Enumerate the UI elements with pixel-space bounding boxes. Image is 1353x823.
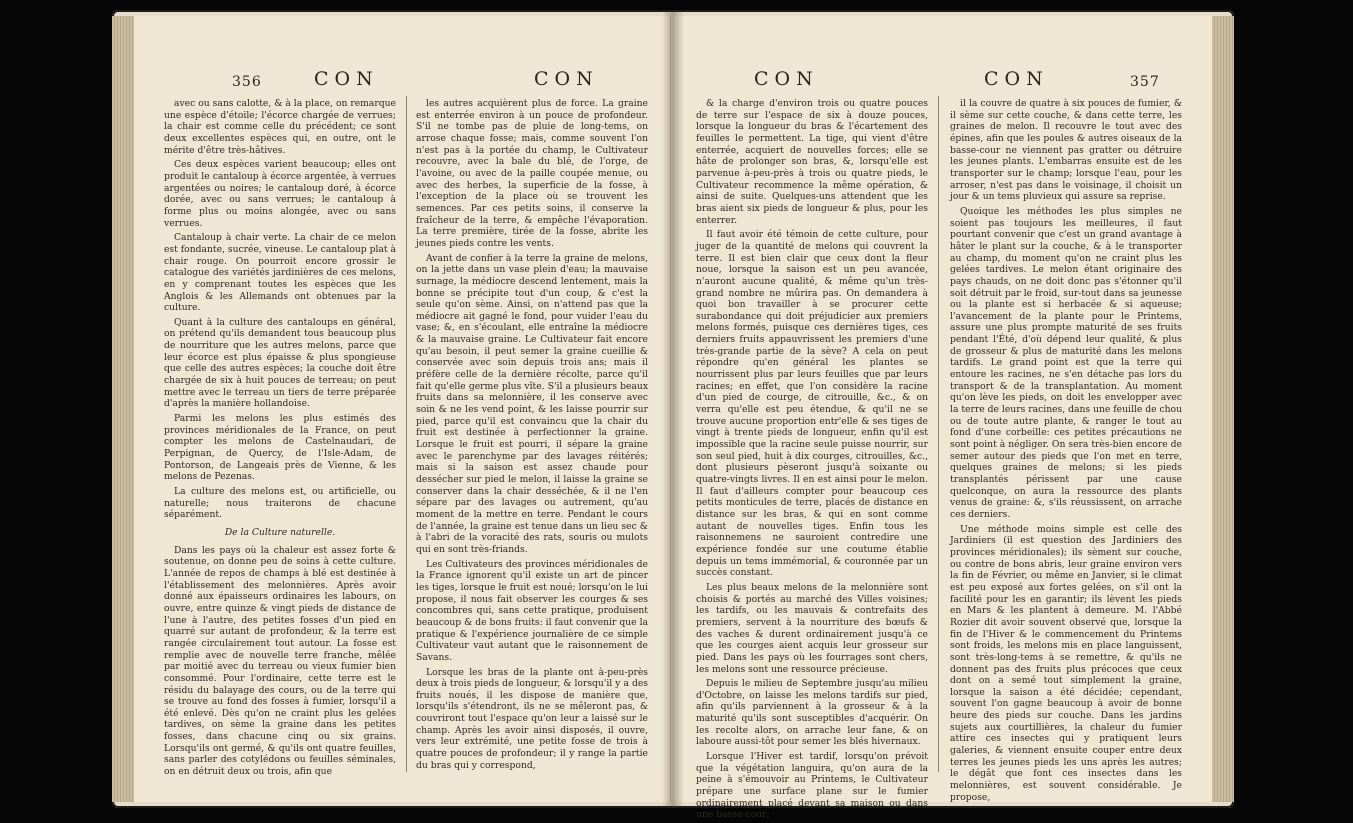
paragraph: Il faut avoir été témoin de cette culture, pour juger de la quantité de melons qui couvrent la terre. Il est bien clair que ceux dont la fleur noue, lorsque la saison est un peu avancée, n'auront aucune qualité, & même qu'un très-grand nombre ne mûrira pas. On demandera à quoi bon travailler à se procurer cette surabondance qui doit préjudicier aux premiers melons formés, puisque ces dernières tiges, ces derniers fruits appauvrissent les premiers d'une très-grande partie de la sève? A cela on peut répondre qu'en général les plantes se nourrissent plus par leurs feuilles que par leurs racines; en effet, que l'on considère la racine d'un pied de courge, de citrouille, &c., & on verra qu'elle est peu étendue, & qu'il ne se trouve aucune proportion entr'elle & ses tiges de vingt à trente pieds de longueur, enfin qu'il est impossible que la racine seule puisse nourrir, sur son seul pied, huit à dix courges, citrouilles, &c., dont plusieurs pèseront jusqu'à soixante ou quatre-vingts livres. Il en est ainsi pour le melon. Il faut d'ailleurs compter pour beaucoup ces petits monticules de terre, placés de distance en distance sur les bras, & qui en sont comme autant de nouvelles tiges. Enfin tous les raisonnemens ne sauroient contredire une expérience fondée sur une coutume établie depuis un tems immémorial, & couronnée par un succès constant. [696, 229, 928, 579]
paragraph: les autres acquièrent plus de force. La graine est enterrée environ à un pouce de profondeur. S'il ne tombe pas de pluie de long-tems, on arrose chaque fosse; mais, comme souvent l'on n'est pas à la portée du champ, le Cultivateur recouvre, avec la bale du blé, de l'orge, de l'avoine, ou avec de la paille coupée menue, ou avec des herbes, la superficie de la fosse, à l'exception de la place où se trouvent les semences. Par ces petits soins, il conserve la fraîcheur de la terre, & empêche l'évaporation. La terre première, tirée de la fosse, abrite les jeunes pieds contre les vents. [416, 98, 648, 249]
paragraph: Une méthode moins simple est celle des Jardiniers (il est question des Jardiniers des provinces méridionales); ils sèment sur couche, ou contre de bons abris, leur graine environ vers la fin de Février, ou même en Janvier, si le climat est peu exposé aux fortes gelées, on s'il ont la facilité pour les en garantir; ils lèvent les pieds en Mars & les plantent à demeure. M. l'Abbé Rozier dit avoir souvent observé que, lorsque la fin de l'Hiver & le commencement du Printems sont froids, les melons mis en place languissent, sont très-long-tems à se remettre, & qu'ils ne donnent pas des fruits plus précoces que ceux dont on a semé tout simplement la graine, lorsque la saison a été décidée; cependant, souvent l'on gagne beaucoup à avoir de bonne heure des pieds sur couche. Dans les jardins sujets aux courtillières, la chaleur du fumier attire ces insectes qui y pratiquent leurs galeries, & viennent ensuite couper entre deux terres les jeunes pieds les uns après les autres; le dégât que font ces insectes dans les melonnières, est souvent considérable. Je propose, [950, 523, 1182, 803]
right-header-left: CON [754, 68, 819, 90]
paragraph: Depuis le milieu de Septembre jusqu'au milieu d'Octobre, on laisse les melons tardifs sur pied, afin qu'ils parviennent à la grosseur & à la maturité qu'ils sont susceptibles d'acquérir. On les recolte alors, on arrache leur fane, & on laboure aussi-tôt pour semer les blés hivernaux. [696, 678, 928, 748]
paragraph: Avant de confier à la terre la graine de melons, on la jette dans un vase plein d'eau; la mauvaise surnage, la médiocre descend lentement, mais la bonne se précipite tout d'un coup, & c'est la seule qu'on sème. Ainsi, on n'attend pas que la médiocre ait gagné le fond, pour vuider l'eau du vase; &, en s'écoulant, elle entraîne la médiocre & la mauvaise graine. Le Cultivateur fait encore qu'au besoin, il peut semer la graine cueillie & conservée avec soin depuis trois ans; mais il préfère celle de la dernière récolte, parce qu'il fait qu'elle germe plus vîte. S'il a plusieurs beaux fruits dans sa melonnière, il les conserve avec soin & ne les vend point, & les laisse pourrir sur pied, parce qu'il est convaincu que la chair du fruit est destinée à perfectionner la graine. Lorsque le fruit est pourri, il sépare la graine avec le parenchyme par des lavages réitérés; mais si la saison est assez chaude pour dessécher sur pied le melon, il laisse la graine se conserver dans la chair desséchée, & il ne l'en sépare par des lavages ou autrement, qu'au moment de la mettre en terre. Pendant le cours de l'année, la graine est tenue dans un lieu sec & à l'abri de la voracité des rats, souris ou mulots qui en sont très-friands. [416, 252, 648, 555]
book-gutter [662, 10, 684, 808]
right-column-1 [696, 98, 928, 821]
section-subtitle: De la Culture naturelle. [224, 526, 336, 538]
left-page-number: 356 [232, 74, 262, 90]
right-page-edges [1212, 16, 1234, 802]
paragraph: Les plus beaux melons de la melonnière sont choisis & portés au marché des Villes voisines; les tardifs, ou les mauvais & contrefaits des premiers, servent à la nourriture des bœufs & des vaches & durent ordinairement jusqu'à ce que les courges aient acquis leur grosseur sur pied. Dans les pays où les fourrages sont chers, les melons sont une ressource précieuse. [696, 581, 928, 675]
paragraph: Quoique les méthodes les plus simples ne soient pas toujours les meilleures, il faut pourtant convenir que c'est un grand avantage à hâter le plant sur la couche, & à le transporter au champ, du moment qu'on ne craint plus les gelées tardives. Le melon étant originaire des pays chauds, on ne doit donc pas s'étonner qu'il soit détruit par le froid, sur-tout dans sa jeunesse ou la plante est si herbacée & si aqueuse; l'avancement de la plante pour le Printems, assure une plus prompte maturité de ses fruits pendant l'Été, d'où dépend leur qualité, & plus de grosseur & plus de maturité dans les melons tardifs. Le grand point est que la terre qui entoure les racines, ne s'en détache pas lors du transport & de la transplantation. Au moment qu'on lève les pieds, on doit les envelopper avec la terre de leurs racines, dans une feuille de chou ou de toute autre plante, & ranger le tout au fond d'une corbeille: ces petites précautions ne sont point à négliger. On sera très-bien encore de semer autour des pieds que l'on met en terre, quelques graines de melons; si les pieds transplantés périssent par une cause quelconque, on aura la ressource des plants venus de graine: &, s'ils réussissent, on arrache ces derniers. [950, 205, 1182, 520]
open-book [112, 10, 1234, 821]
right-page-number: 357 [1130, 74, 1160, 90]
column-rule [938, 96, 939, 772]
paragraph: Les Cultivateurs des provinces méridionales de la France ignorent qu'il existe un art de pincer les tiges, lorsque le fruit est noué; lorsqu'on le lui propose, il nous fait observer les courges & ses concombres qui, sans cette pratique, produisent beaucoup & de bons fruits: il faut convenir que la pratique & l'expérience journalière de ce simple Cultivateur vaut autant que le raisonnement de Savans. [416, 558, 648, 663]
right-page [674, 16, 1212, 821]
paragraph: Parmi les melons les plus estimés des provinces méridionales de la France, on peut compter les melons de Castelnaudari, de Perpignan, de Quercy, de l'Isle-Adam, de Pontorson, de Langeais près de Vienne, & les melons de Pezenas. [164, 413, 396, 483]
column-rule [406, 96, 407, 772]
paragraph: Cantaloup à chair verte. La chair de ce melon est fondante, sucrée, vineuse. Le cantaloup plat à chair rouge. On pourroit encore grossir le catalogue des variétés jardinières de ces melons, en y comprenant toutes les espèces que les Anglois & les Allemands ont obtenues par la culture. [164, 232, 396, 314]
paragraph: avec ou sans calotte, & à la place, on remarque une espèce d'étoile; l'écorce chargée de verrues; la chair est comme celle du précédent; ce sont deux excellentes espèces qui, en outre, ont le mérite d'être très-hâtives. [164, 98, 396, 156]
paragraph: Lorsque les bras de la plante ont à-peu-près deux à trois pieds de longueur, & lorsqu'il y a des fruits noués, il les dispose de manière que, lorsqu'ils s'étendront, ils ne se mêleront pas, & couvriront tout l'espace qu'on leur a laissé sur le champ. Après les avoir ainsi disposés, il ouvre, vers leur extrémité, une petite fosse de trois à quatre pouces de profondeur; il y range la partie du bras qui y correspond, [416, 666, 648, 771]
left-page [134, 16, 671, 802]
left-column-2 [416, 98, 648, 774]
right-header-right: CON [984, 68, 1049, 90]
paragraph: Quant à la culture des cantaloups en général, on prétend qu'ils demandent tous beaucoup plus de nourriture que les autres melons, parce que leur écorce est plus épaisse & plus spongieuse que celle des autres espèces; la couche doit être chargée de six à huit pouces de terreau; on peut mettre avec le terreau un tiers de terre préparée d'après la manière hollandoise. [164, 316, 396, 410]
right-column-2 [950, 98, 1182, 803]
paragraph: Ces deux espèces varient beaucoup; elles ont produit le cantaloup à écorce argentée, à verrues argentées ou noires; le cantaloup doré, à écorce dorée, avec ou sans verrues; le cantaloup à forme plus ou moins alongée, avec ou sans verrues. [164, 159, 396, 229]
paragraph: il la couvre de quatre à six pouces de fumier, & il sème sur cette couche, & dans cette terre, les graines de melon. Il recouvre le tout avec des épines, afin que les poules & autres oiseaux de la basse-cour ne viennent pas gratter ou détruire les jeunes plants. L'embarras ensuite est de les transporter sur le champ; lorsque l'eau, pour les arroser, n'est pas dans le voisinage, il choisit un jour & un tems pluvieux qui assure sa reprise. [950, 98, 1182, 203]
paragraph: & la charge d'environ trois ou quatre pouces de terre sur l'espace de six à douze pouces, lorsque la longueur du bras & l'écartement des feuilles le permettent. La tige, qui vient d'être enterrée, acquiert de nouvelles forces; elle se hâte de prolonger son bras, &, lorsqu'elle est parvenue à-peu-près à trois ou quatre pieds, le Cultivateur recommence la même opération, & ainsi de suite. Quelques-uns attendent que les bras aient six pieds de longueur & plus, pour les enterrer. [696, 98, 928, 226]
paragraph: La culture des melons est, ou artificielle, ou naturelle; nous traiterons de chacune séparément. [164, 486, 396, 521]
left-header-left: CON [314, 68, 379, 90]
left-column-1 [164, 98, 396, 778]
paragraph: Dans les pays où la chaleur est assez forte & soutenue, on donne peu de soins à cette culture. L'année de repos de champs à blé est destinée à l'établissement des melonnières. Après avoir donné aux épaisseurs ordinaires les labours, on ouvre, entre quinze & vingt pieds de distance de l'une à l'autre, des petites fosses d'un pied en quarré sur autant de profondeur, & la terre est rangée circulairement tout autour. La fosse est remplie avec de nouvelle terre franche, mêlée par moitié avec du terreau ou vieux fumier bien consommé. Pour l'ordinaire, cette terre est le résidu du balayage des cours, ou de la terre qui se trouve au fond des fosses à fumier, lorsqu'il a été enlevé. Dès qu'on ne craint plus les gelées tardives, on sème la graine dans les petites fosses, dans chacune cinq ou six grains. Lorsqu'ils ont germé, & qu'ils ont quatre feuilles, sans parler des cotylédons ou feuilles séminales, on en détruit deux ou trois, afin que [164, 544, 396, 778]
left-page-edges [112, 16, 134, 802]
paragraph: Lorsque l'Hiver est tardif, lorsqu'on prévoit que la végétation languira, qu'on aura de la peine à s'émouvoir au Printems, le Cultivateur prépare une surface plane sur le fumier ordinairement placé devant sa maison ou dans une basse-cour; [696, 751, 928, 821]
left-header-right: CON [534, 68, 599, 90]
